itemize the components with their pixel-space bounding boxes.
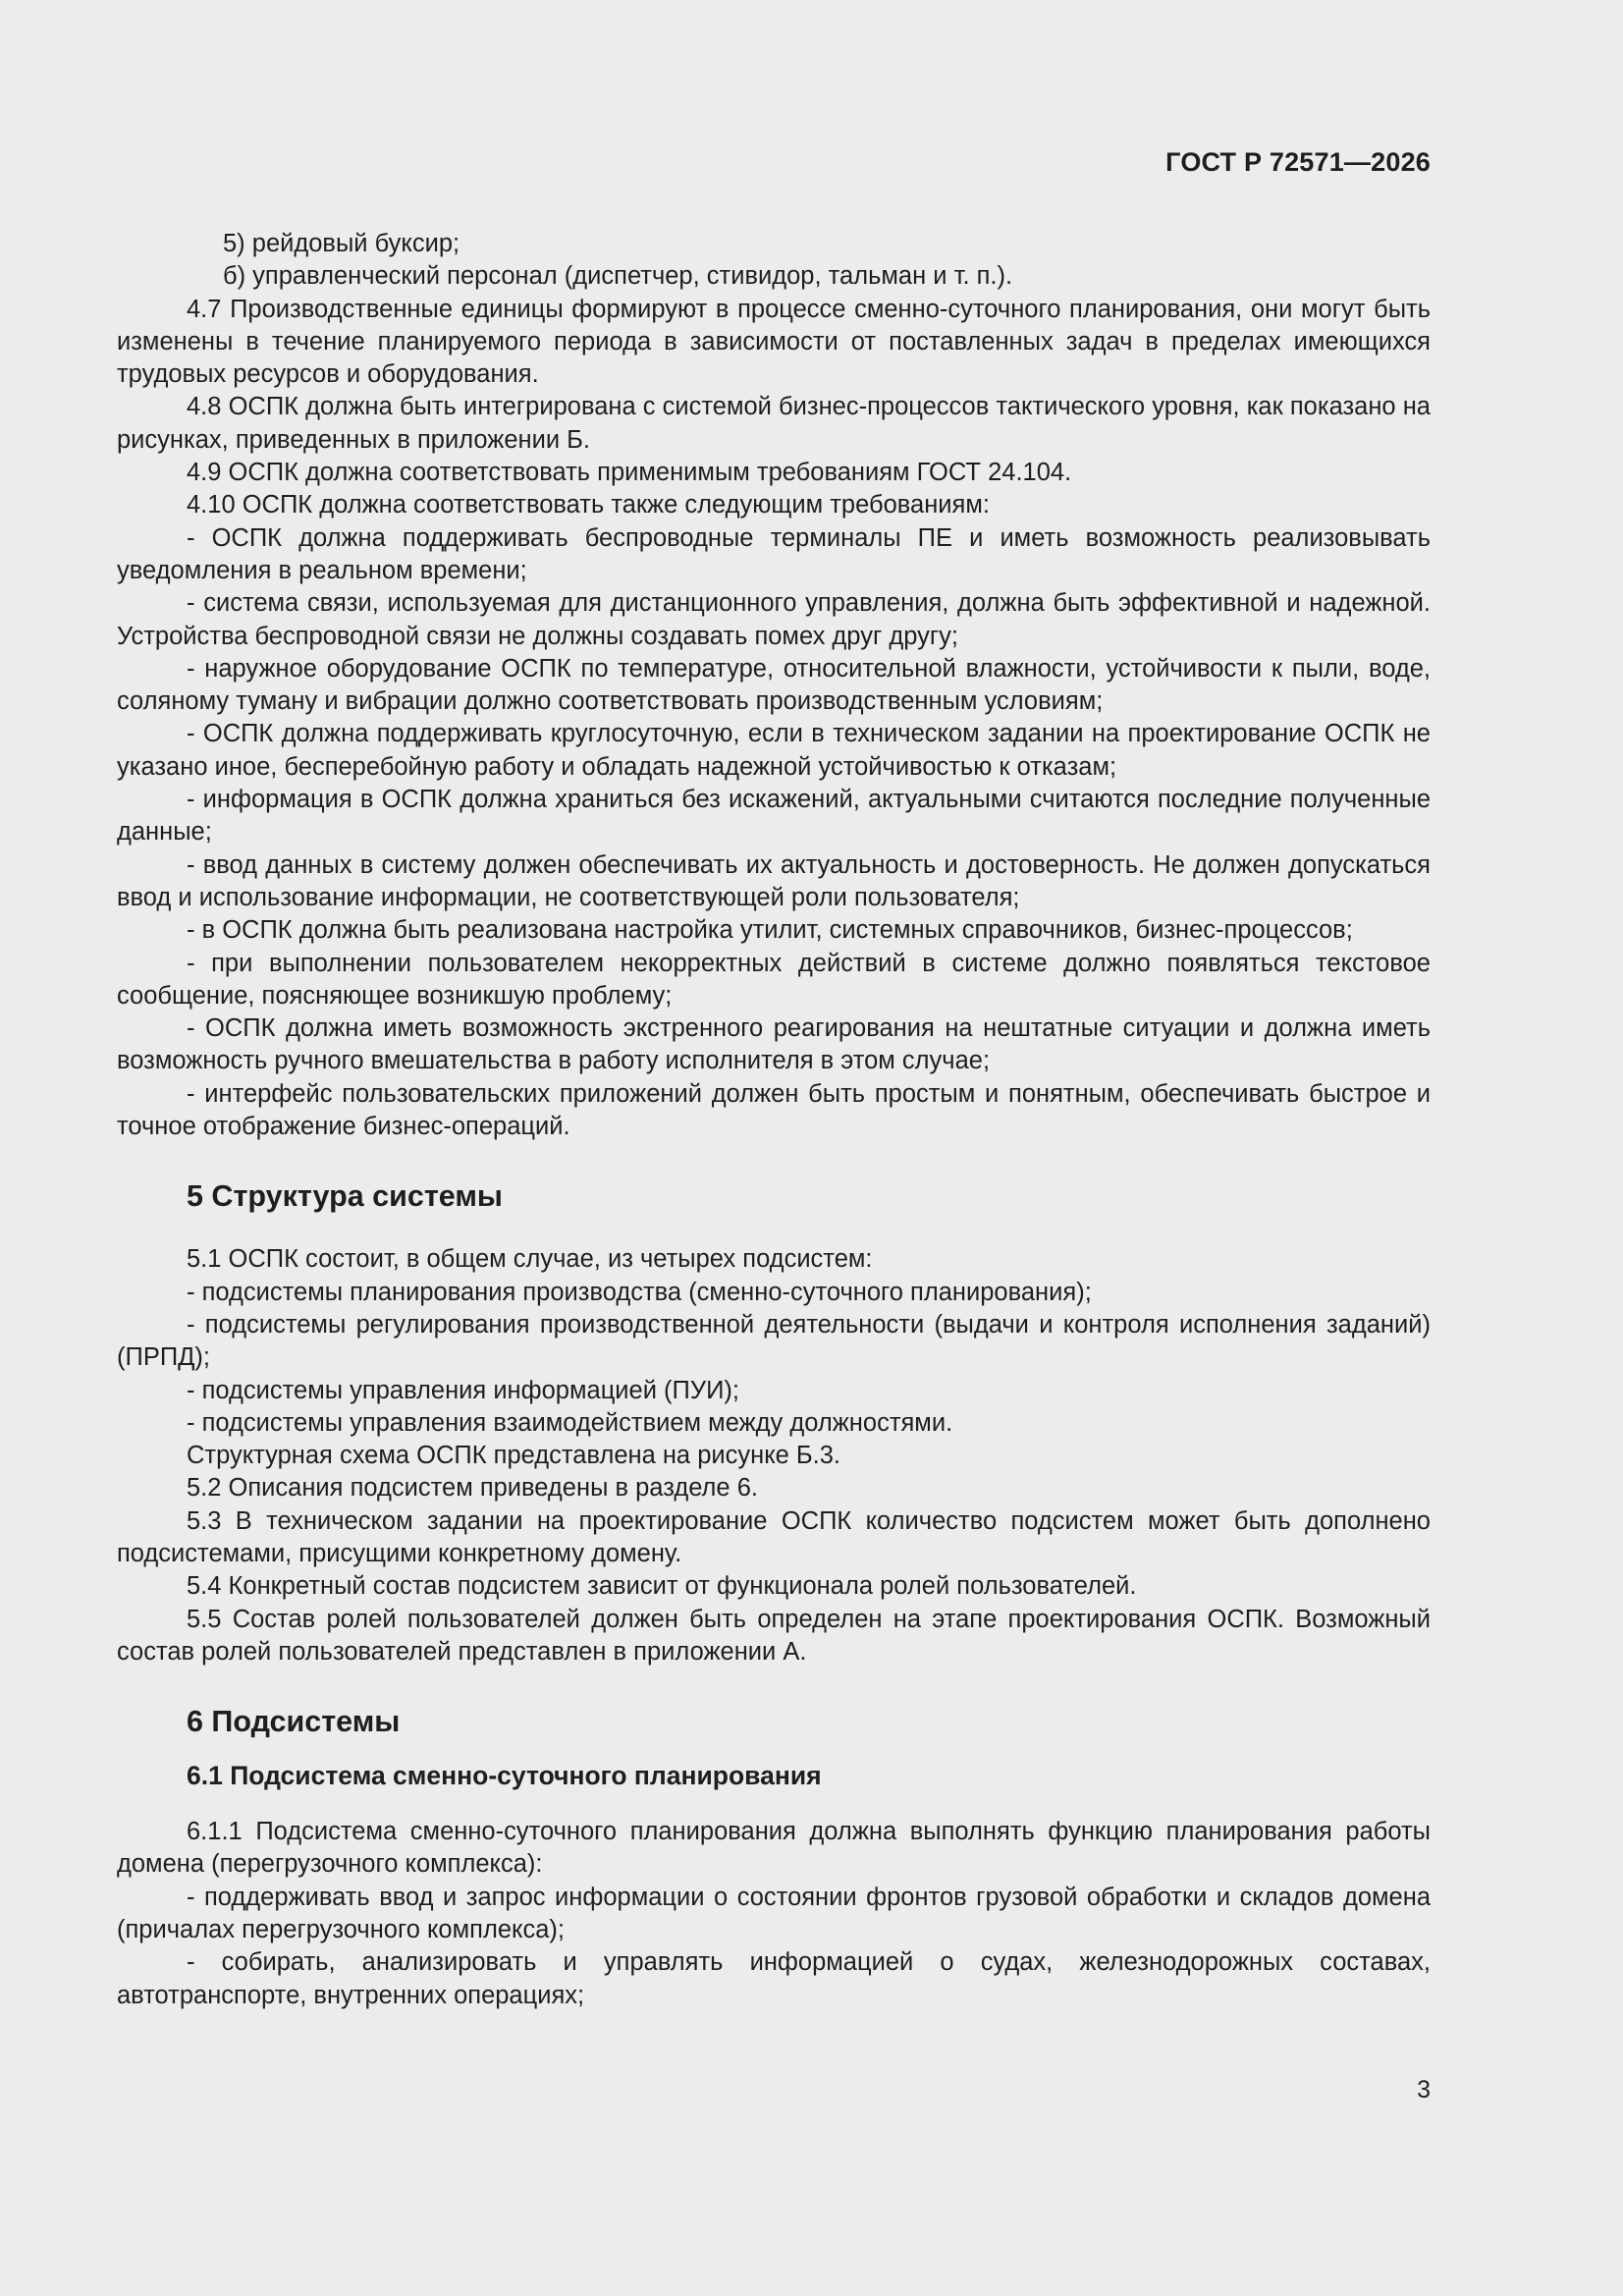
paragraph: - поддерживать ввод и запрос информации о состоянии фронтов грузовой обработки и складов домена (причалах перегрузочного комплекса); <box>117 1883 1431 1944</box>
paragraph: - наружное оборудование ОСПК по температуре, относительной влажности, устойчивости к пыли, воде, соляному туману и вибрации должно соответствовать производственным условиям; <box>117 654 1431 716</box>
paragraph: 5.5 Состав ролей пользователей должен быть определен на этапе проектирования ОСПК. Возможный состав ролей пользователей представлен в приложении А. <box>117 1605 1431 1666</box>
paragraph: - ОСПК должна иметь возможность экстренного реагирования на нештатные ситуации и должна иметь возможность ручного вмешательства в работу исполнителя в этом случае; <box>117 1014 1431 1075</box>
paragraph: - при выполнении пользователем некорректных действий в системе должно появляться текстовое сообщение, поясняющее возникшую проблему; <box>117 949 1431 1010</box>
paragraph: - ОСПК должна поддерживать круглосуточную, если в техническом задании на проектирование ОСПК не указано иное, бесперебойную работу и обладать надежной устойчивостью к отказам; <box>117 720 1431 781</box>
paragraph: 4.10 ОСПК должна соответствовать также следующим требованиям: <box>187 491 990 519</box>
requirements-block <box>117 228 1431 1143</box>
paragraph: - собирать, анализировать и управлять информацией о судах, железнодорожных составах, автотранспорте, внутренних операциях; <box>117 1948 1431 2009</box>
paragraph: Структурная схема ОСПК представлена на рисунке Б.3. <box>187 1442 841 1470</box>
section-6-heading: 6 Подсистемы <box>187 1705 401 1739</box>
paragraph: - подсистемы планирования производства (сменно-суточного планирования); <box>187 1278 1092 1306</box>
paragraph: 6.1.1 Подсистема сменно-суточного планирования должна выполнять функцию планирования работы домена (перегрузочного комплекса): <box>117 1818 1431 1879</box>
paragraph: - интерфейс пользовательских приложений должен быть простым и понятным, обеспечивать быстрое и точное отображение бизнес-операций. <box>117 1079 1431 1141</box>
subsection-6-1-heading: 6.1 Подсистема сменно-суточного планирования <box>187 1761 822 1791</box>
section-5-body <box>117 1243 1431 1668</box>
paragraph: - в ОСПК должна быть реализована настройка утилит, системных справочников, бизнес-процессов; <box>187 916 1353 945</box>
paragraph: 4.8 ОСПК должна быть интегрирована с системой бизнес-процессов тактического уровня, как показано на рисунках, приведенных в приложении Б. <box>117 393 1431 454</box>
paragraph: - информация в ОСПК должна храниться без искажений, актуальными считаются последние полученные данные; <box>117 786 1431 847</box>
paragraph: 5.4 Конкретный состав подсистем зависит от функционала ролей пользователей. <box>187 1572 1137 1601</box>
paragraph: 4.7 Производственные единицы формируют в процессе сменно-суточного планирования, они могут быть изменены в течение планируемого периода в зависимости от поставленных задач в пределах имеющихся трудовых ресурсов и оборудования. <box>117 295 1431 389</box>
section-5-heading: 5 Структура системы <box>187 1179 503 1214</box>
paragraph: 4.9 ОСПК должна соответствовать применимым требованиям ГОСТ 24.104. <box>187 459 1072 487</box>
page-content <box>117 228 1431 2012</box>
paragraph: - подсистемы управления взаимодействием между должностями. <box>187 1408 953 1437</box>
paragraph: - подсистемы регулирования производственной деятельности (выдачи и контроля исполнения заданий) (ПРПД); <box>117 1310 1431 1372</box>
document-code: ГОСТ Р 72571—2026 <box>1165 147 1431 177</box>
paragraph: - ввод данных в систему должен обеспечивать их актуальность и достоверность. Не должен допускаться ввод и использование информации, не соответствующей роли пользователя; <box>117 850 1431 911</box>
paragraph: б) управленческий персонал (диспетчер, стивидор, тальман и т. п.). <box>223 262 1013 291</box>
paragraph: - ОСПК должна поддерживать беспроводные терминалы ПЕ и иметь возможность реализовывать уведомления в реальном времени; <box>117 523 1431 584</box>
paragraph: 5) рейдовый буксир; <box>223 230 460 257</box>
paragraph: 5.3 В техническом задании на проектирование ОСПК количество подсистем может быть дополнено подсистемами, присущими конкретному домену. <box>117 1506 1431 1567</box>
paragraph: - система связи, используемая для дистанционного управления, должна быть эффективной и надежной. Устройства беспроводной связи не должны создавать помех друг другу; <box>117 589 1431 650</box>
paragraph: - подсистемы управления информацией (ПУИ); <box>187 1376 739 1404</box>
paragraph: 5.2 Описания подсистем приведены в разделе 6. <box>187 1474 758 1503</box>
page-number: 3 <box>1417 2076 1431 2104</box>
section-6-body <box>117 1816 1431 2012</box>
paragraph: 5.1 ОСПК состоит, в общем случае, из четырех подсистем: <box>187 1245 873 1274</box>
